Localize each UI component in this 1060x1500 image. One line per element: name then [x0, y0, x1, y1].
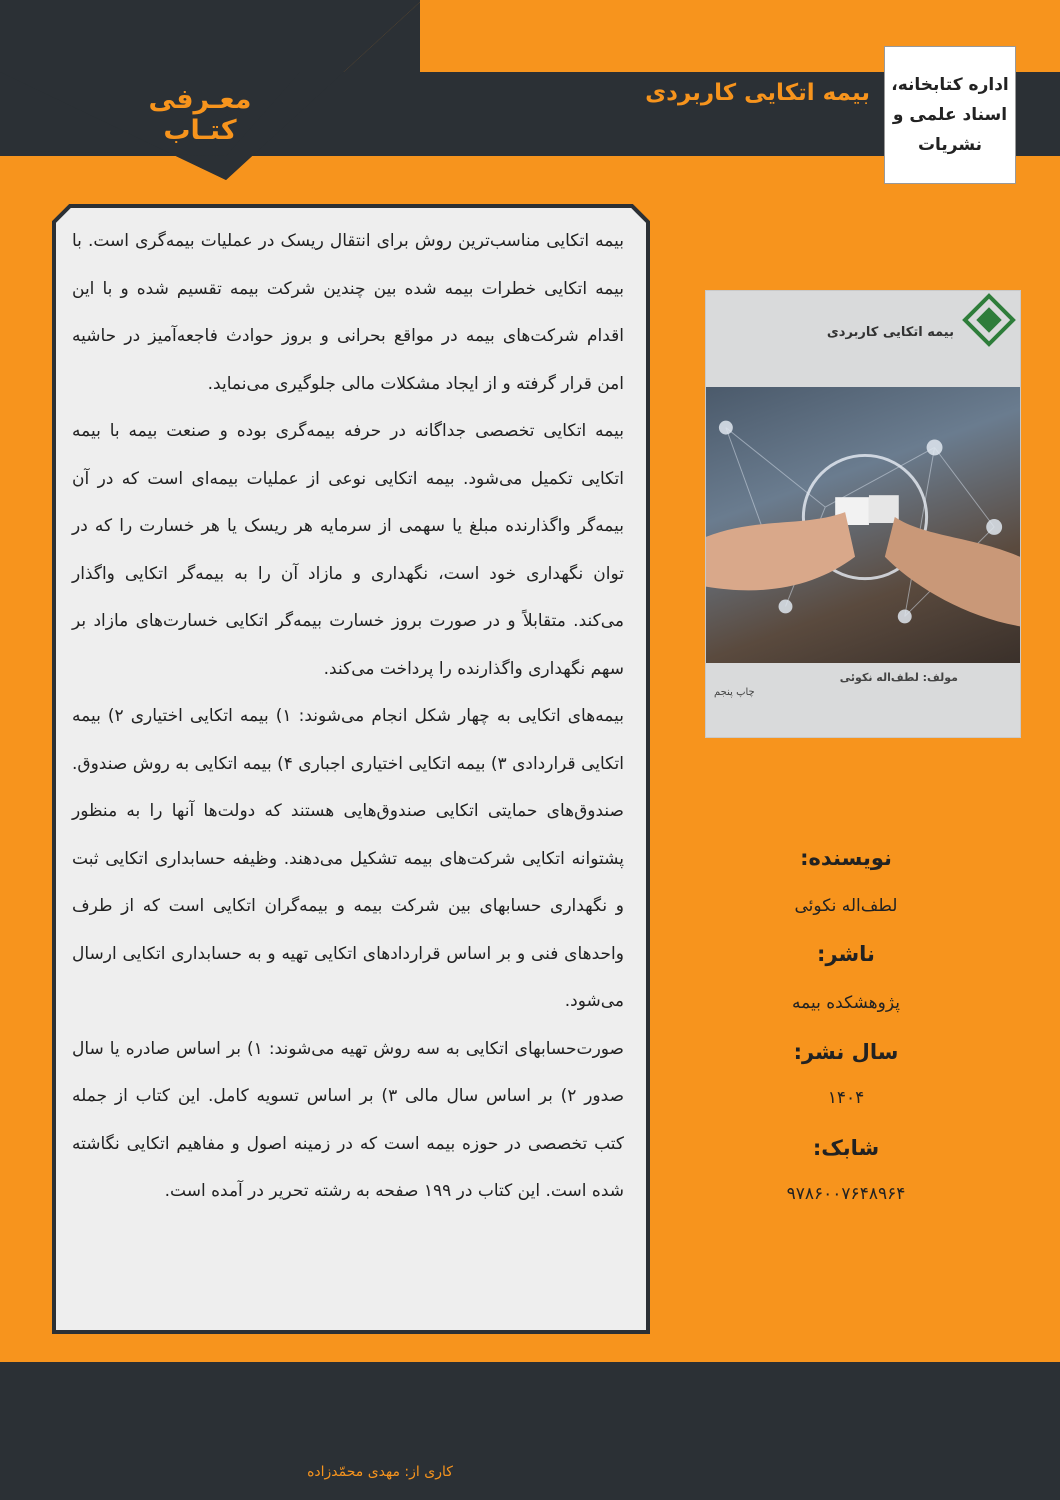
department-line: اداره کتابخانه،: [891, 75, 1009, 95]
isbn-value: ۹۷۸۶۰۰۷۶۴۸۹۶۴: [786, 1184, 906, 1204]
paragraph: بیمه اتکایی تخصصی جداگانه در حرفه بیمه‌گری بوده و صنعت بیمه با بیمه اتکایی تکمیل می‌شود. بیمه اتکایی نوعی از عملیات بیمه‌ای است که در آن بیمه‌گر واگذارنده مبلغ یا سهمی از سرمایه هر ریسک یا هر خسارت را که در توان نگهداری خود است، نگهداری و مازاد آن را به بیمه‌گر اتکایی واگذار می‌کند. متقابلاً و در صورت بروز خسارت بیمه‌گر اتکایی خسارت‌های مازاد بر سهم نگهداری واگذارنده را پرداخت می‌کند.: [72, 421, 624, 679]
publisher-label: ناشر:: [817, 942, 875, 966]
section-title: معـرفی کتـاب: [148, 84, 252, 146]
publisher-value: پژوهشکده بیمه: [792, 993, 900, 1013]
year-value: ۱۴۰۴: [827, 1088, 865, 1108]
footer-credit: کاری از: مهدی محمّدزاده: [307, 1464, 453, 1480]
isbn-label: شابک:: [812, 1136, 880, 1160]
paragraph: بیمه‌های اتکایی به چهار شکل انجام می‌شوند: ۱) بیمه اتکایی اختیاری ۲) بیمه اتکایی قراردادی ۳) بیمه اتکایی اختیاری اجباری ۴) بیمه اتکایی به روش صندوق. صندوق‌های حمایتی اتکایی صندوق‌هایی هستند که دولت‌ها آنها را به منظور پشتوانه اتکایی شرکت‌های بیمه تشکیل می‌دهند. وظیفه حسابداری اتکایی ثبت و نگهداری حسابهای بین شرکت بیمه و بیمه‌گران اتکایی است که از طرف واحدهای فنی و بر اساس قراردادهای اتکایی تهیه و به حسابداری اتکایی ارسال می‌شود.: [72, 706, 625, 1011]
description-panel: [52, 204, 650, 1334]
paragraph: بیمه اتکایی مناسب‌ترین روش برای انتقال ریسک در عملیات بیمه‌گری است. با بیمه اتکایی خطرات بیمه شده بین چندین شرکت بیمه تقسیم شده و با این اقدام شرکت‌های بیمه در مواقع بحرانی و بروز حوادث فاجعه‌آمیز در حاشیه امن قرار گرفته و از ایجاد مشکلات مالی جلوگیری می‌نماید.: [72, 231, 624, 394]
footer-band: [0, 1362, 1060, 1500]
year-label: سال نشر:: [793, 1040, 899, 1064]
cover-author: مولف: لطف‌اله نکوئی: [839, 671, 958, 684]
department-line: اسناد علمی و: [892, 105, 1008, 125]
author-value: لطف‌اله نکوئی: [794, 896, 898, 916]
author-label: نویسنده:: [800, 846, 892, 870]
cover-photo: [706, 387, 1020, 663]
book-title: بیمه اتکایی کاربردی: [645, 80, 870, 106]
cover-title: بیمه اتکایی کاربردی: [826, 325, 954, 340]
paragraph: صورت‌حسابهای اتکایی به سه روش تهیه می‌شوند: ۱) بر اساس صادره یا سال صدور ۲) بر اساس سال مالی ۳) بر اساس تسویه کامل. این کتاب از جمله کتب تخصصی در حوزه بیمه است که در زمینه اصول و مفاهیم اتکایی نگاشته شده است. این کتاب در ۱۹۹ صفحه به رشته تحریر در آمده است.: [72, 1038, 625, 1201]
department-box: [884, 46, 1016, 184]
book-cover: [705, 290, 1021, 738]
cover-edition: چاپ پنجم: [714, 687, 755, 698]
department-line: نشریات: [917, 135, 983, 155]
